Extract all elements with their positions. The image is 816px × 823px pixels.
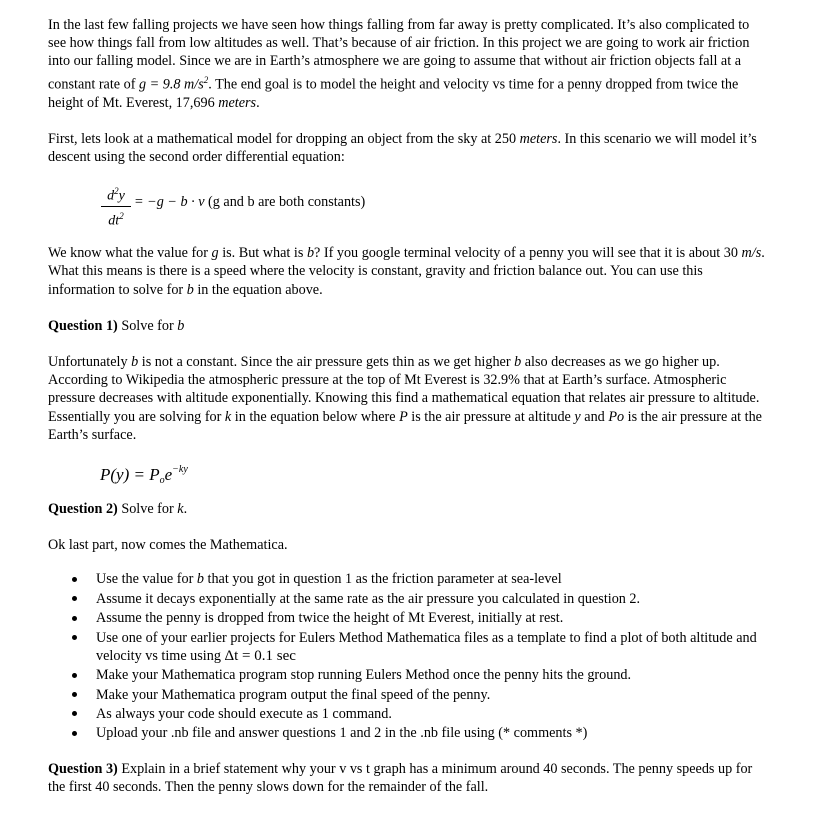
question-2: [48, 500, 770, 518]
question-1-label: Question 1): [48, 317, 118, 334]
tv-g: g: [211, 245, 219, 262]
num-d: d: [107, 188, 115, 204]
question-2-var: k: [177, 500, 184, 517]
tv-text-5: in the equation above.: [193, 281, 323, 298]
b1-text-2: that you got in question 1 as the friction parameter at sea-level: [203, 571, 562, 588]
pressure-equation: [100, 458, 770, 492]
list-item: Upload your .nb file and answer questions 1 and 2 in the .nb file using (* comments *): [48, 724, 770, 742]
pr-text-7: is the air pressure at the Earth’s surface.: [48, 408, 762, 443]
b1-text: Use the value for: [96, 571, 197, 588]
pr-P: P: [399, 408, 408, 425]
equation-rhs: [134, 193, 365, 211]
tv-b: b: [306, 245, 315, 262]
tv-text-3: ? If you google terminal velocity of a penny you will see that it is about 30: [314, 245, 742, 262]
pr-Po: Po: [608, 408, 625, 425]
gravity-value: g = 9.8 m/s: [139, 76, 204, 93]
model-text-2: . In this scenario we will model it’s descent using the second order differential equation:: [48, 130, 757, 165]
model-text: First, lets look at a mathematical model for dropping an object from the sky at 250: [48, 130, 520, 147]
question-2-label: Question 2): [48, 500, 118, 517]
constants-note: (g and b are both constants): [204, 194, 366, 211]
b4-dt: Δt = 0.1 sec: [224, 647, 296, 664]
mathematica-intro: Ok last part, now comes the Mathematica.: [48, 537, 288, 554]
pr-text-6: and: [580, 408, 609, 425]
list-item: [48, 629, 770, 665]
question-1-var: b: [177, 317, 185, 334]
pr-b: b: [131, 353, 139, 370]
document-page: [48, 16, 770, 796]
meters-unit: meters: [218, 94, 257, 111]
tv-text-1: We know what the value for: [48, 245, 212, 262]
intro-text-2: . The end goal is to model the height and velocity vs time for a penny dropped from twice the height of Mt. Everest, 17,696: [48, 76, 739, 111]
b1-var: b: [196, 571, 204, 588]
differential-equation: [100, 182, 770, 228]
pr-k: k: [224, 408, 232, 425]
pr-text-5: is the air pressure at altitude: [407, 408, 575, 425]
second-derivative-fraction: [100, 182, 132, 230]
pressure-eq-exponent: −ky: [172, 463, 188, 475]
pr-text-1: Unfortunately: [48, 353, 132, 370]
list-item: Make your Mathematica program output the final speed of the penny.: [48, 686, 770, 704]
pr-text-3: also decreases as we go higher up. According to Wikipedia the atmospheric pressure at the top of Mt Everest is 32.9% that at Earth’s surface. Atmospheric pressure decreases with altitude exponentially. Knowing this find a mathematical equation that relates air pressure to altitude. Essentially you are solving for: [48, 353, 760, 425]
intro-text: In the last few falling projects we have seen how things falling from far away is pretty complicated. It’s also complicated to see how things fall from low altitudes as well. That’s because of air friction. In this project we are going to work air friction into our falling model. Since we are in Earth’s atmosphere we are going to assume that without air friction objects fall at a constant rate of: [48, 17, 750, 93]
tv-ms: m/s: [741, 245, 762, 262]
pr-text-4: in the equation below where: [231, 408, 400, 425]
list-item: Assume it decays exponentially at the same rate as the air pressure you calculated in question 2.: [48, 590, 770, 608]
question-3-label: Question 3): [48, 760, 118, 777]
pressure-paragraph: [48, 353, 770, 444]
question-2-end: .: [183, 500, 188, 517]
model-paragraph: [48, 130, 770, 166]
b4-text: Use one of your earlier projects for Eulers Method Mathematica files as a template to find a plot of both altitude and velocity vs time using: [96, 629, 757, 664]
question-1-text: Solve for: [117, 317, 178, 334]
den-exp: 2: [119, 210, 124, 221]
intro-period: .: [256, 94, 260, 111]
question-2-text: Solve for: [117, 500, 178, 517]
pressure-eq-subscript: o: [159, 474, 165, 486]
pr-b2: b: [514, 353, 522, 370]
list-item: Assume the penny is dropped from twice the height of Mt Everest, initially at rest.: [48, 609, 770, 627]
fraction-numerator: [100, 182, 132, 206]
question-1: [48, 317, 770, 335]
terminal-velocity-paragraph: [48, 244, 770, 299]
question-3-text: Explain in a brief statement why your v vs t graph has a minimum around 40 seconds. The penny speeds up for the first 40 seconds. Then the penny slows down for the remainder of the fall.: [48, 760, 753, 795]
gravity-exponent: 2: [203, 74, 209, 85]
pr-text-2: is not a constant. Since the air pressure gets thin as we get higher: [138, 353, 515, 370]
rhs-expression: = −g − b · v: [134, 194, 205, 211]
intro-paragraph: [48, 16, 770, 112]
instructions-list: [48, 570, 770, 742]
den-dt: dt: [108, 213, 120, 229]
pr-y: y: [574, 408, 581, 425]
pressure-eq-lhs: P(y) = P: [100, 464, 160, 484]
model-meters-unit: meters: [519, 130, 558, 147]
num-var: y: [118, 188, 125, 204]
tv-text-2: is. But what is: [218, 245, 307, 262]
tv-b2: b: [186, 281, 194, 298]
list-item: As always your code should execute as 1 command.: [48, 705, 770, 723]
list-item: [48, 570, 770, 588]
tv-text-4: . What this means is there is a speed where the velocity is constant, gravity and friction balance out. You can use this information to solve for: [48, 245, 765, 298]
fraction-denominator: [100, 207, 132, 231]
num-exp: 2: [114, 186, 119, 197]
question-3: [48, 760, 770, 796]
pressure-eq-e: e: [164, 464, 173, 484]
list-item: Make your Mathematica program stop running Eulers Method once the penny hits the ground.: [48, 666, 770, 684]
